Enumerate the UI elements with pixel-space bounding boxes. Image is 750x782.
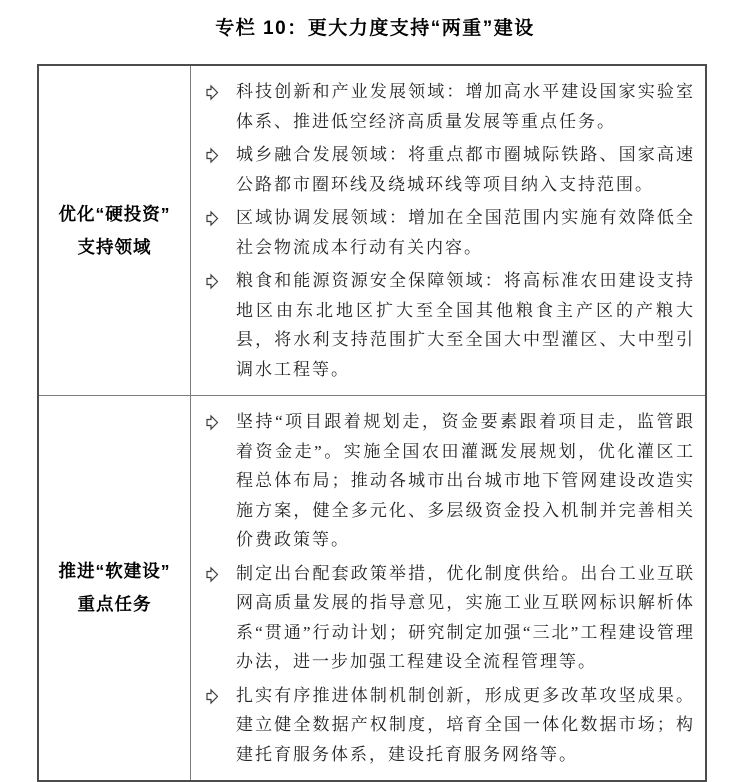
table-row-soft-construction [39, 395, 705, 780]
row-label [59, 555, 171, 621]
row-label-line: 重点任务 [77, 594, 152, 614]
bullet-item [203, 681, 695, 770]
hollow-right-arrow-icon [205, 566, 219, 583]
bullet-item [203, 559, 695, 677]
row-label-line: 优化“硬投资” [58, 203, 171, 224]
row-content-cell [191, 396, 705, 780]
hollow-right-arrow-icon [205, 273, 219, 290]
bullet-item [203, 140, 695, 199]
bullet-text: 科技创新和产业发展领域：增加高水平建设国家实验室体系、推进低空经济高质量发展等重点任务。 [236, 82, 695, 131]
row-label [59, 198, 171, 264]
bullet-text: 坚持“项目跟着规划走，资金要素跟着项目走，监管跟着资金走”。实施全国农田灌溉发展规划，优化灌区工程总体布局；推动各城市出台城市地下管网建设改造实施方案，健全多元化、多层级资金投入机制并完善相关价费政策等。 [236, 412, 695, 549]
hollow-right-arrow-icon [205, 414, 219, 431]
column-box-table [37, 64, 707, 782]
row-label-line: 推进“软建设” [58, 561, 171, 581]
bullet-item [203, 266, 695, 384]
table-row-hard-investment [39, 66, 705, 395]
row-label-cell [39, 66, 191, 395]
row-label-line: 支持领域 [77, 236, 152, 257]
bullet-text: 扎实有序推进体制机制创新，形成更多改革攻坚成果。建立健全数据产权制度，培育全国一体化数据市场；构建托育服务体系，建设托育服务网络等。 [236, 685, 695, 764]
hollow-right-arrow-icon [205, 210, 219, 227]
row-content-cell [191, 66, 705, 395]
bullet-item [203, 407, 695, 555]
hollow-right-arrow-icon [205, 84, 219, 101]
bullet-text: 制定出台配套政策举措，优化制度供给。出台工业互联网高质量发展的指导意见，实施工业互联网标识解析体系“贯通”行动计划；研究制定加强“三北”工程建设管理办法，进一步加强工程建设全流程管理等。 [236, 563, 695, 671]
hollow-right-arrow-icon [205, 688, 219, 705]
bullet-text: 城乡融合发展领域：将重点都市圈城际铁路、国家高速公路都市圈环线及绕城环线等项目纳入支持范围。 [236, 145, 695, 194]
bullet-item [203, 203, 695, 262]
bullet-text: 区域协调发展领域：增加在全国范围内实施有效降低全社会物流成本行动有关内容。 [236, 208, 695, 257]
bullet-item [203, 77, 695, 136]
page-title: 专栏 10：更大力度支持“两重”建设 [215, 18, 535, 39]
row-label-cell [39, 396, 191, 780]
bullet-text: 粮食和能源资源安全保障领域：将高标准农田建设支持地区由东北地区扩大至全国其他粮食主产区的产粮大县，将水利支持范围扩大至全国大中型灌区、大中型引调水工程等。 [236, 271, 695, 379]
hollow-right-arrow-icon [205, 147, 219, 164]
